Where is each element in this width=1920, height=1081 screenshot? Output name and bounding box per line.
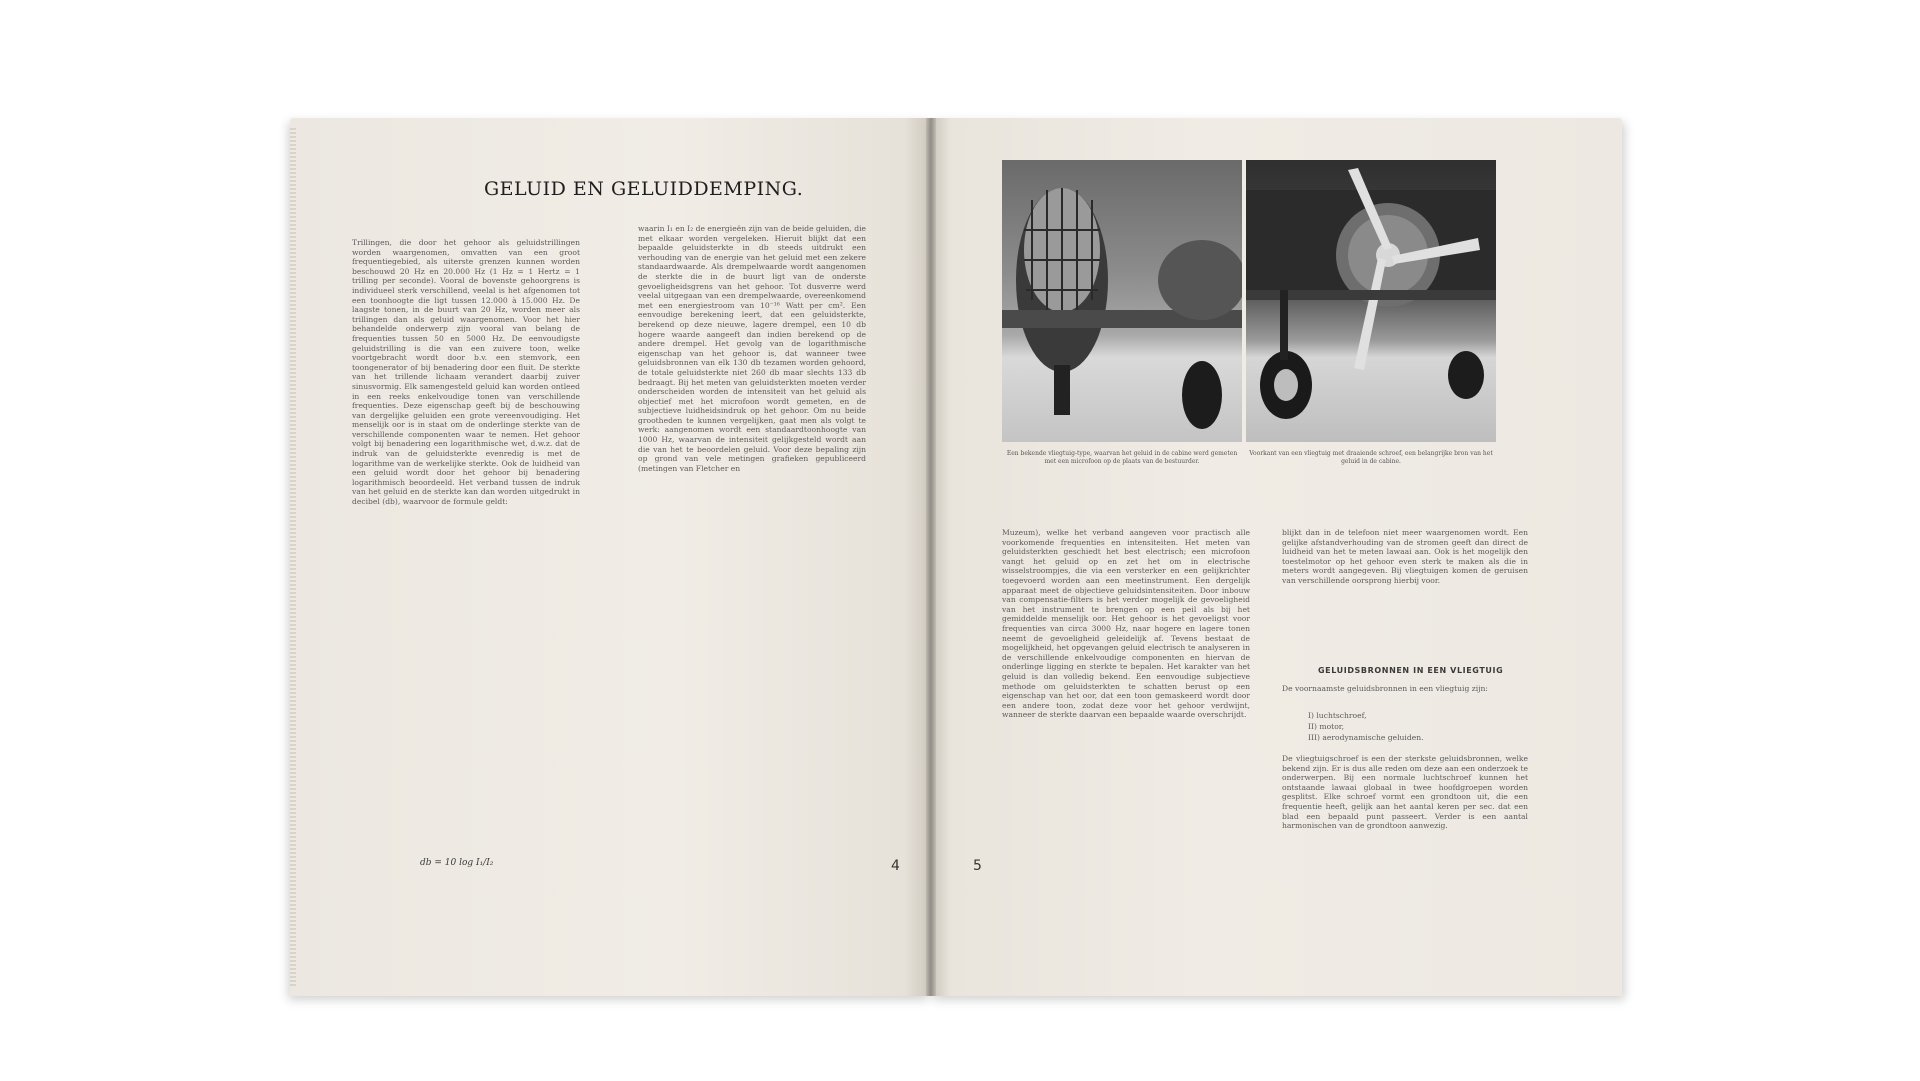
open-book [290, 118, 1622, 996]
section-intro: De voornaamste geluidsbronnen in een vliegtuig zijn: [1282, 684, 1488, 693]
text-column-left: Trillingen, die door het gehoor als geluidstrillingen worden waargenomen, omvatten van een groot frequentiegebied, als uiterste grenzen kunnen worden beschouwd 20 Hz en 20.000 Hz (1 Hz = 1 Hertz = 1 trilling per seconde). Vooral de bovenste gehoorgrens is individueel sterk verschillend, veelal is het afgenomen tot een toonhoogte die ligt tussen 12.000 à 15.000 Hz. De laagste tonen, in de buurt van 20 Hz, worden meer als trillingen dan als geluid waargenomen. Voor het hier behandelde onderwerp zijn vooral van belang de frequenties tussen 50 en 5000 Hz. De eenvoudigste geluidstrilling is die van een zuivere toon, welke voortgebracht wordt door b.v. een stemvork, een toongenerator of bij benadering door een fluit. De sterkte van het trillende lichaam verandert daarbij zuiver sinusvormig. Elk samengesteld geluid kan worden ontleed in een reeks enkelvoudige tonen van verschillende frequenties. Deze eigenschap geeft bij de beschouwing van dergelijke geluiden een grote vereenvoudiging. Het menselijk oor is in staat om de onderlinge sterkte van de verschillende componenten waar te nemen. Het gehoor volgt bij benadering een logarithmische wet, d.w.z. dat de indruk van de geluidsterkte evenredig is met de logarithme van de werkelijke sterkte. Ook de luidheid van een geluid wordt door het gehoor bij benadering logarithmisch beoordeeld. Het verband tussen de indruk van het geluid en de sterkte kan dan worden uitgedrukt in decibel (db), waarvoor de formule geldt: [352, 238, 580, 507]
article-title: GELUID EN GELUIDDEMPING. [484, 178, 804, 200]
aircraft-propeller-photo [1246, 160, 1496, 442]
text-column-middle: waarin I₁ en I₂ de energieën zijn van de beide geluiden, die met elkaar worden vergeleken. Hieruit blijkt dat een bepaalde geluidsterkte in db steeds uitdrukt een verhouding van de energie van het geluid met een zekere standaardwaarde. Als drempelwaarde wordt aangenomen de sterkte die in de buurt ligt van de onderste gevoeligheidsgrens van het gehoor. Tot dusverre werd veelal uitgegaan van een drempelwaarde, overeenkomend met een energiestroom van 10⁻¹⁶ Watt per cm². Een eenvoudige berekening leert, dat een geluidsterkte, berekend op deze nieuwe, lagere drempel, een 10 db hogere waarde aangeeft dan indien berekend op de andere drempel. Het gevolg van de logarithmische eigenschap van het gehoor is, dat wanneer twee geluidsbronnen van elk 130 db tezamen worden gehoord, de totale geluidsterkte niet 260 db maar slechts 133 db bedraagt. Bij het meten van geluidsterkten moeten verder onderscheiden worden de intensiteit van het geluid als objectief met het microfoon wordt gemeten, en de subjectieve luidheidsindruk op het gehoor. Om nu beide grootheden te kunnen vergelijken, gaat men als volgt te werk: aangenomen wordt een standaardtoonhoogte van 1000 Hz, waarvan de intensiteit gelijkgesteld wordt aan die van het te beoordelen geluid. Voor deze bepaling zijn op grond van vele metingen grafieken gepubliceerd (metingen van Fletcher en [638, 224, 866, 473]
right-page [930, 118, 1622, 996]
decibel-formula: db = 10 log I₁/I₂ [420, 858, 494, 868]
photo-caption-right: Voorkant van een vliegtuig met draaiende schroef, een belangrijke bron van het geluid in de cabine. [1249, 450, 1493, 465]
page-number-left: 4 [891, 858, 900, 874]
book-spine [926, 118, 936, 996]
list-item: I) luchtschroef, [1308, 711, 1367, 720]
text-column-right-2-continued: De vliegtuigschroef is een der sterkste geluidsbronnen, welke bekend zijn. Er is dus alle reden om deze aan een onderzoek te onderwerpen. Bij een normale luchtschroef kunnen het ontstaande lawaai globaal in twee hoofdgroepen worden gesplitst. Elke schroef vormt een grondtoon uit, die een frequentie heeft, gelijk aan het aantal keren per sec. dat een blad een bepaald punt passeert. Verder is een aantal harmonischen van de grondtoon aanwezig. [1282, 754, 1528, 831]
photo-caption-left: Een bekende vliegtuig-type, waarvan het geluid in de cabine werd gemeten met een microfoon op de plaats van de bestuurder. [1006, 450, 1238, 465]
text-column-right-1: Muzeum), welke het verband aangeven voor practisch alle voorkomende frequenties en intensiteiten. Het meten van geluidsterkten geschiedt het best electrisch; een microfoon vangt het geluid op en zet het om in electrische wisselstroompjes, die via een versterker en een gelijkrichter toegevoerd worden aan een meetinstrument. Een dergelijk apparaat meet de objectieve geluidsintensiteiten. Door inbouw van compensatie-filters is het verder mogelijk de gevoeligheid van het instrument te brengen op een peil als bij het gemiddelde menselijk oor. Het gehoor is het gevoeligst voor frequenties van circa 3000 Hz, naar hogere en lagere tonen neemt de gevoeligheid geleidelijk af. Tevens bestaat de mogelijkheid, het opgevangen geluid electrisch te analyseren in de verschillende enkelvoudige componenten en hiervan de onderlinge ligging en sterkte te bepalen. Het karakter van het geluid is dan volledig bekend. Een eenvoudige subjectieve methode om geluidsterkten te schatten berust op een eigenschap van het oor, dat een toon gemaskeerd wordt door een andere toon, zodat deze voor het gehoor verdwijnt, wanneer de sterkte daarvan een bepaalde waarde overschrijdt. [1002, 528, 1250, 720]
section-heading: GELUIDSBRONNEN IN EEN VLIEGTUIG [1318, 666, 1504, 675]
list-item: III) aerodynamische geluiden. [1308, 733, 1424, 742]
page-edge [290, 128, 296, 986]
list-item: II) motor, [1308, 722, 1344, 731]
page-number-right: 5 [973, 858, 982, 874]
text-column-right-2: blijkt dan in de telefoon niet meer waargenomen wordt. Een gelijke afstandverhouding van de stromen geeft dan direct de luidheid van het te meten lawaai aan. Ook is het mogelijk den toestelmotor op het gehoor even sterk te maken als die in meters wordt aangegeven. Bij vliegtuigen komen de geruisen van verschillende oorsprong hierbij voor. [1282, 528, 1528, 585]
sound-sources-list [1308, 710, 1424, 743]
left-page [290, 118, 930, 996]
aircraft-nose-photo [1002, 160, 1242, 442]
